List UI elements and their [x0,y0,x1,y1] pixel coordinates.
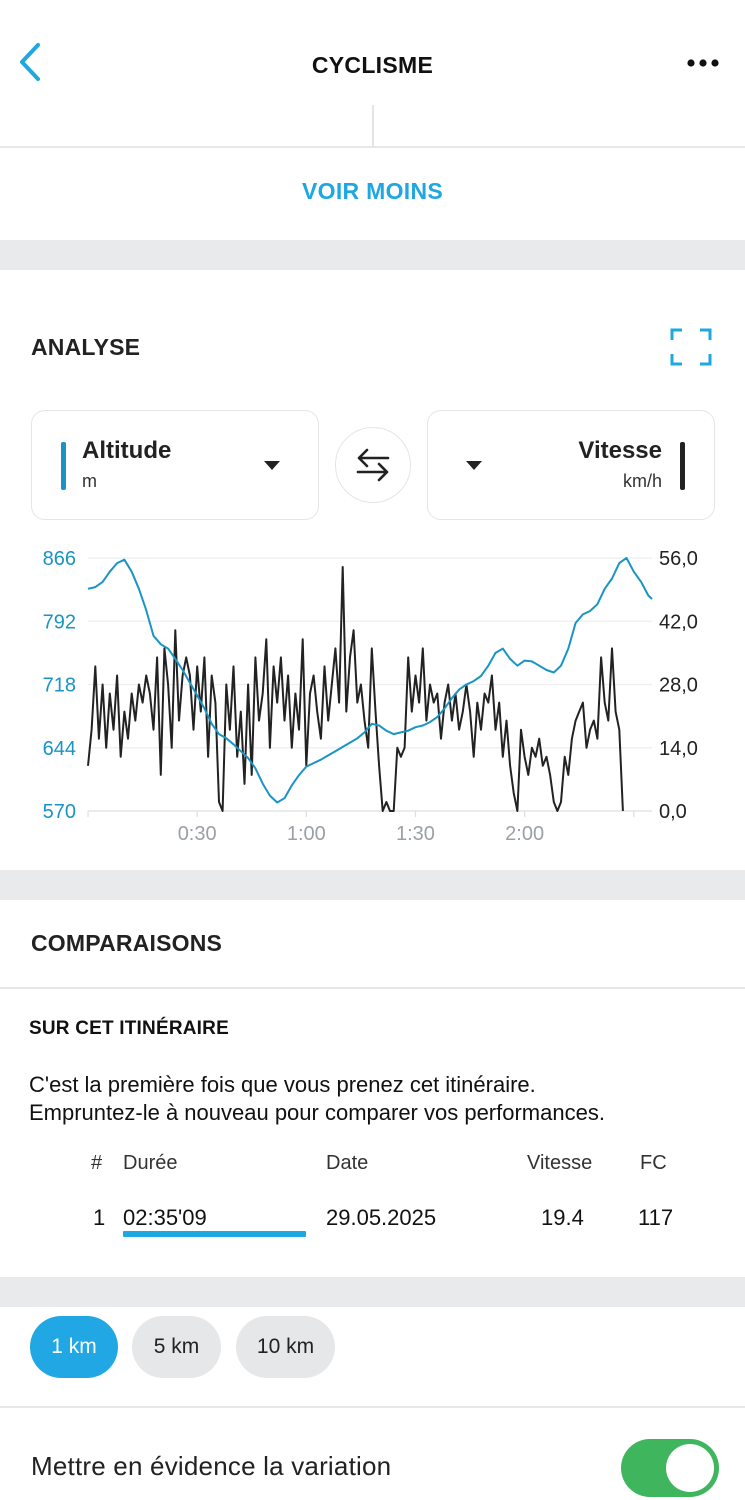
comparison-message-line-1: C'est la première fois que vous prenez cet itinéraire. [29,1072,536,1097]
speed-color-indicator [680,442,685,490]
section-separator [0,240,745,270]
lap-1km-button[interactable]: 1 km [30,1316,118,1378]
more-horizontal-icon [686,58,720,68]
x-tick-label: 1:00 [286,823,326,845]
lap-10km-button[interactable]: 10 km [236,1316,335,1378]
y-right-tick-label: 28,0 [659,674,698,697]
section-separator [0,870,745,900]
section-separator [0,1277,745,1307]
stats-strip [0,105,745,148]
x-tick-label: 1:30 [396,823,435,845]
row-speed: 19.4 [541,1205,584,1230]
caret-down-icon [466,461,482,470]
col-header-duration: Durée [123,1152,178,1174]
x-tick-label: 2:00 [505,823,545,845]
stats-divider [372,105,374,148]
caret-down-icon [264,461,280,470]
y-left-tick-label: 866 [42,548,76,570]
row-rank: 1 [93,1205,106,1230]
row-hr: 117 [638,1205,674,1230]
left-metric-name: Altitude [82,437,172,464]
y-right-tick-label: 0,0 [659,801,687,823]
row-duration: 02:35'09 [123,1205,207,1230]
analysis-title: ANALYSE [31,334,141,360]
y-right-tick-label: 42,0 [659,611,698,634]
y-left-tick-label: 570 [42,801,76,823]
y-left-tick-label: 644 [42,737,76,760]
y-left-tick-label: 718 [42,674,76,697]
right-metric-selector[interactable] [427,410,715,520]
col-header-hr: FC [640,1152,667,1174]
y-right-tick-label: 56,0 [659,548,698,570]
speed-series-line [88,567,623,811]
right-metric-unit: km/h [622,471,662,491]
highlight-variation-label: Mettre en évidence la variation [31,1451,392,1481]
fullscreen-button[interactable] [668,326,714,368]
comparisons-title: COMPARAISONS [31,930,223,956]
y-right-tick-label: 14,0 [659,737,698,760]
see-less-button[interactable]: VOIR MOINS [301,178,443,204]
swap-arrows-icon [354,446,392,484]
right-metric-name: Vitesse [578,437,662,464]
analysis-chart[interactable] [0,540,745,860]
page-title: CYCLISME [311,52,434,78]
comparison-message [29,1071,729,1127]
col-header-rank: # [91,1152,103,1174]
app-header [0,0,745,105]
col-header-date: Date [326,1152,369,1174]
current-activity-indicator [123,1231,306,1237]
comparison-message-line-2: Empruntez-le à nouveau pour comparer vos performances. [29,1100,605,1125]
comparisons-divider [0,987,745,989]
fullscreen-icon [668,326,714,368]
highlight-variation-toggle[interactable] [621,1439,719,1497]
x-tick-label: 0:30 [177,823,217,845]
row-date: 29.05.2025 [326,1205,437,1230]
settings-divider [0,1406,745,1408]
altitude-color-indicator [61,442,66,490]
col-header-speed: Vitesse [527,1152,593,1174]
y-left-tick-label: 792 [42,611,76,634]
lap-5km-button[interactable]: 5 km [132,1316,221,1378]
more-options-button[interactable] [683,48,723,78]
swap-metrics-button[interactable] [335,427,411,503]
left-metric-selector[interactable] [31,410,319,520]
left-metric-unit: m [82,471,97,491]
route-subtitle: SUR CET ITINÉRAIRE [29,1018,229,1039]
toggle-knob [666,1444,714,1492]
